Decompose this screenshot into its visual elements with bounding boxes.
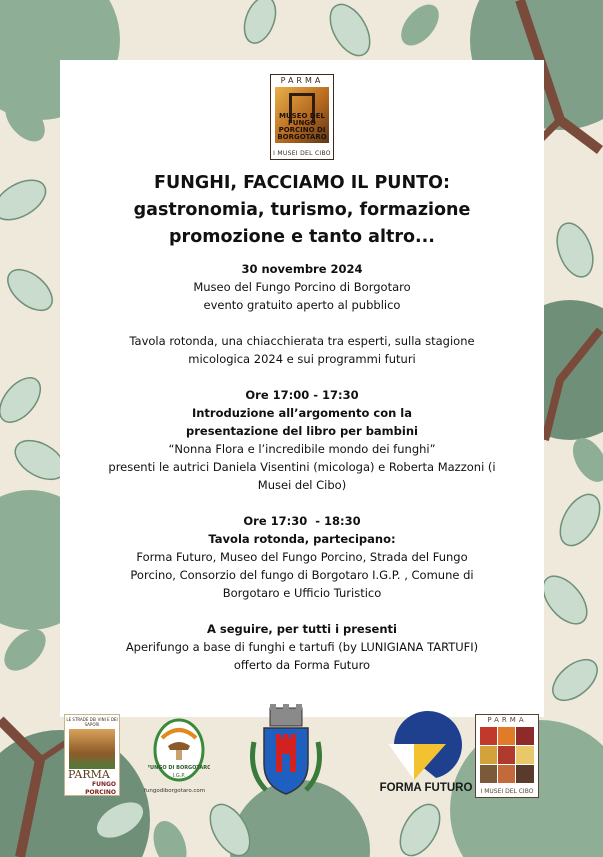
musei-top-word: PARMA <box>487 716 527 724</box>
igp-emblem-icon <box>148 716 210 788</box>
session-1-time: Ore 17:00 - 17:30 <box>245 388 359 402</box>
event-intro-line-2: micologica 2024 e sui programmi futuri <box>188 352 416 366</box>
forma-futuro-emblem-icon <box>374 704 478 784</box>
event-card <box>60 60 544 717</box>
session-2-heading: Tavola rotonda, partecipano: <box>208 532 396 546</box>
title-line-3: promozione e tanto altro... <box>169 227 435 247</box>
session-2-line-3: Borgotaro e Ufficio Turistico <box>222 586 382 600</box>
event-date: 30 novembre 2024 <box>241 262 363 276</box>
title-line-1: FUNGHI, FACCIAMO IL PUNTO: <box>154 173 450 193</box>
session-1-authors-1: presenti le autrici Daniela Visentini (micologa) e Roberta Mazzoni (i <box>108 460 496 474</box>
session-2-time: Ore 17:30 - 18:30 <box>243 514 361 528</box>
logo-footer: I MUSEI DEL CIBO <box>273 150 331 157</box>
strada-parma-word: PARMA <box>68 768 110 781</box>
forma-futuro-logo <box>374 704 478 800</box>
musei-del-cibo-logo <box>475 714 539 798</box>
event-details <box>60 260 544 674</box>
session-1-heading-1: Introduzione all’argomento con la <box>191 406 413 420</box>
event-access: evento gratuito aperto al pubblico <box>203 298 401 312</box>
session-2-line-2: Porcino, Consorzio del fungo di Borgotaro I.G.P. , Comune di <box>130 568 474 582</box>
session-2-line-1: Forma Futuro, Museo del Fungo Porcino, Strada del Fungo <box>136 550 468 564</box>
igp-url: fungodiborgotaro.com <box>144 788 206 794</box>
crest-icon <box>246 702 326 802</box>
sponsor-logos <box>0 700 603 830</box>
museo-fungo-porcino-logo <box>270 74 334 160</box>
session-1-book: “Nonna Flora e l’incredibile mondo dei funghi” <box>168 442 436 456</box>
forma-futuro-label: FORMA FUTURO <box>379 782 473 794</box>
fungo-borgotaro-igp-logo <box>144 716 210 798</box>
igp-name: FUNGO DI BORGOTARO <box>148 765 210 771</box>
strada-fungo-porcino-logo <box>64 714 120 796</box>
closing-line-2: offerto da Forma Futuro <box>233 658 371 672</box>
logo-museum-name: MUSEO DEL FUNGO PORCINO DI BORGOTARO <box>277 112 327 141</box>
strada-sub-2: PORCINO <box>85 789 116 796</box>
session-1-authors-2: Musei del Cibo) <box>257 478 347 492</box>
closing-heading: A seguire, per tutti i presenti <box>206 622 397 636</box>
mushroom-image <box>69 729 115 769</box>
musei-footer: I MUSEI DEL CIBO <box>480 788 534 795</box>
title-line-2: gastronomia, turismo, formazione <box>133 200 471 220</box>
event-place: Museo del Fungo Porcino di Borgotaro <box>193 280 411 294</box>
borgotaro-crest <box>246 702 326 802</box>
igp-mark: I.G.P. <box>172 773 186 779</box>
musei-grid-icon <box>480 727 534 783</box>
session-1-heading-2: presentazione del libro per bambini <box>186 424 418 438</box>
logo-top-word: PARMA <box>280 76 324 85</box>
event-intro-line-1: Tavola rotonda, una chiacchierata tra esperti, sulla stagione <box>129 334 475 348</box>
closing-line-1: Aperifungo a base di funghi e tartufi (by LUNIGIANA TARTUFI) <box>125 640 479 654</box>
strada-top-text: LE STRADE DEI VINI E DEI SAPORI <box>66 717 118 727</box>
strada-sub-1: FUNGO <box>91 781 116 788</box>
page-title <box>60 170 544 251</box>
